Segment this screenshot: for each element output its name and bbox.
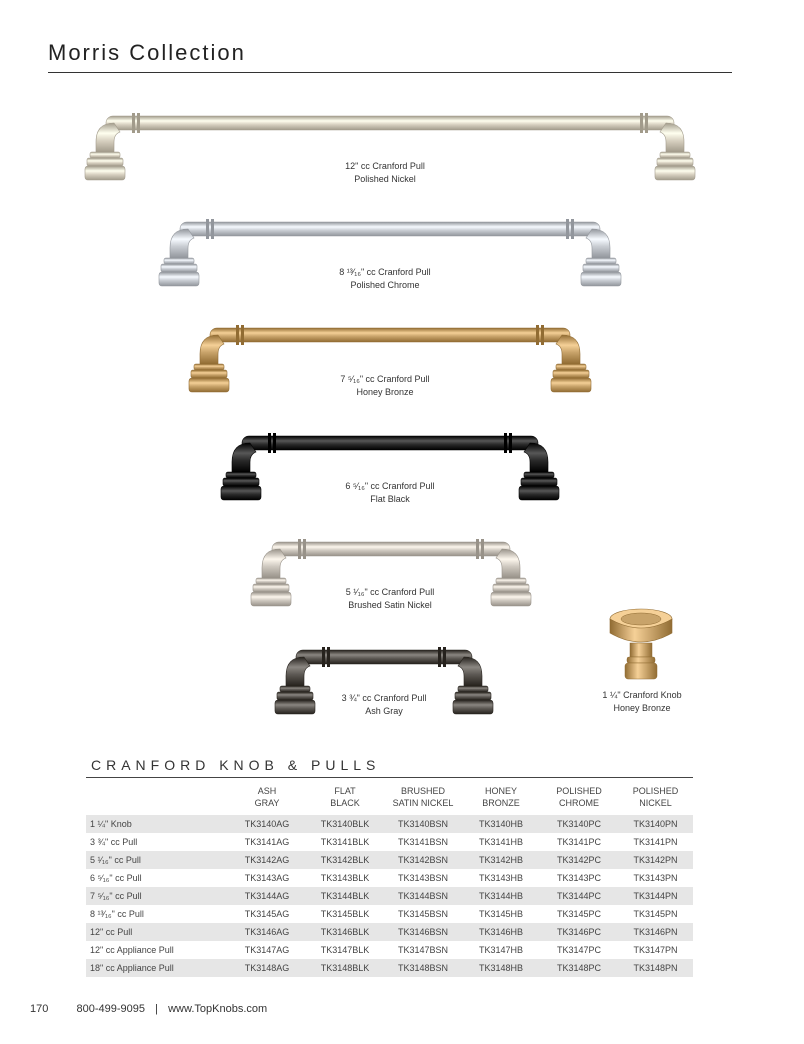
table-header-row [86, 784, 693, 815]
sku-cell: TK3144PC [540, 887, 618, 905]
product-name-cell: 1 ¼" Knob [86, 815, 228, 833]
column-header-line: BLACK [330, 798, 360, 808]
sku-cell: TK3141BLK [320, 837, 370, 847]
sku-cell: TK3140PN [618, 815, 693, 833]
sku-cell: TK3141BSN [397, 837, 449, 847]
sku-cell: TK3148PN [618, 959, 693, 977]
product-name-cell: 5 ¹⁄₁₆" cc Pull [86, 851, 228, 869]
pull-caption-size: 12" cc Cranford Pull [345, 161, 425, 171]
pull-caption-brushed-satin-nickel [290, 586, 490, 612]
column-header-line: BRONZE [482, 798, 520, 808]
sku-cell: TK3140PC [540, 815, 618, 833]
table-row [86, 851, 693, 869]
pull-caption-polished-chrome [285, 266, 485, 292]
sku-cell: TK3147PN [633, 945, 678, 955]
knob-caption-finish: Honey Bronze [613, 703, 671, 713]
table-row [86, 923, 693, 941]
spec-table [86, 784, 693, 977]
sku-cell: TK3142HB [462, 851, 540, 869]
knob-caption [542, 689, 742, 715]
pull-caption-size: 7 ⁵⁄₁₆" cc Cranford Pull [340, 374, 430, 384]
pull-caption-finish: Polished Chrome [350, 280, 420, 290]
sku-cell: TK3146PC [540, 923, 618, 941]
sku-cell: TK3142BLK [306, 851, 384, 869]
product-name-cell: 18" cc Appliance Pull [86, 959, 228, 977]
column-header [228, 784, 306, 815]
knob-caption-size: 1 ¼" Cranford Knob [602, 690, 682, 700]
table-row [86, 869, 693, 887]
sku-cell: TK3143HB [478, 873, 524, 883]
sku-cell: TK3147AG [244, 945, 290, 955]
sku-cell: TK3141HB [478, 837, 524, 847]
sku-cell: TK3145PN [633, 909, 678, 919]
sku-cell: TK3145PC [556, 909, 602, 919]
column-header [306, 784, 384, 815]
sku-cell: TK3146PN [618, 923, 693, 941]
sku-cell: TK3142AG [228, 851, 306, 869]
sku-cell: TK3140BLK [306, 815, 384, 833]
table-row [86, 959, 693, 977]
sku-cell: TK3147BSN [397, 945, 449, 955]
sku-cell: TK3146AG [228, 923, 306, 941]
column-header [618, 784, 693, 815]
pull-caption-flat-black [290, 480, 490, 506]
column-header [540, 784, 618, 815]
table-divider [86, 777, 693, 778]
sku-cell: TK3147HB [478, 945, 524, 955]
column-header-line: POLISHED [556, 786, 602, 796]
footer [30, 1003, 267, 1015]
sku-cell: TK3144BSN [384, 887, 462, 905]
column-header-line: POLISHED [632, 786, 679, 796]
sku-cell: TK3143PC [556, 873, 602, 883]
sku-cell: TK3143AG [244, 873, 290, 883]
sku-cell: TK3143BSN [397, 873, 449, 883]
column-header-line: SATIN NICKEL [392, 798, 454, 808]
column-header [384, 784, 462, 815]
sku-cell: TK3148HB [462, 959, 540, 977]
table-title: CRANFORD KNOB & PULLS [91, 757, 381, 773]
page-title: Morris Collection [48, 40, 246, 65]
product-name-cell: 7 ⁵⁄₁₆" cc Pull [86, 887, 228, 905]
column-header-line: BRUSHED [400, 786, 445, 796]
sku-cell: TK3146BSN [384, 923, 462, 941]
sku-cell: TK3142BSN [384, 851, 462, 869]
pull-caption-finish: Brushed Satin Nickel [348, 600, 432, 610]
column-header-line: NICKEL [639, 798, 672, 808]
sku-cell: TK3141PC [556, 837, 602, 847]
phone-number: 800-499-9095 [76, 1003, 145, 1015]
pull-caption-honey-bronze [285, 373, 485, 399]
sku-cell: TK3144HB [462, 887, 540, 905]
table-row [86, 941, 693, 959]
sku-cell: TK3142PC [540, 851, 618, 869]
column-header [462, 784, 540, 815]
column-header-line: GRAY [254, 798, 280, 808]
sku-cell: TK3146BLK [306, 923, 384, 941]
pull-caption-size: 3 ¾" cc Cranford Pull [341, 693, 427, 703]
sku-cell: TK3143BLK [320, 873, 370, 883]
sku-cell: TK3147BLK [320, 945, 370, 955]
page-number: 170 [30, 1003, 49, 1015]
website-link[interactable]: www.TopKnobs.com [168, 1003, 268, 1015]
sku-cell: TK3145HB [478, 909, 524, 919]
pull-caption-ash-gray [284, 692, 484, 718]
sku-cell: TK3140AG [228, 815, 306, 833]
pull-caption-finish: Ash Gray [365, 706, 403, 716]
pull-caption-finish: Honey Bronze [356, 387, 414, 397]
sku-cell: TK3148BLK [306, 959, 384, 977]
sku-cell: TK3141PN [633, 837, 678, 847]
footer-separator: | [155, 1003, 158, 1015]
pull-caption-finish: Polished Nickel [354, 174, 416, 184]
sku-cell: TK3141AG [244, 837, 290, 847]
sku-cell: TK3145BLK [320, 909, 370, 919]
column-header-line: FLAT [334, 786, 356, 796]
product-name-cell: 8 ¹³⁄₁₆" cc Pull [90, 909, 144, 919]
sku-cell: TK3145BSN [397, 909, 449, 919]
sku-cell: TK3148BSN [384, 959, 462, 977]
pull-caption-size: 5 ¹⁄₁₆" cc Cranford Pull [345, 587, 435, 597]
sku-cell: TK3148AG [228, 959, 306, 977]
column-header [86, 784, 228, 815]
pull-caption-size: 8 ¹³⁄₁₆" cc Cranford Pull [339, 267, 431, 277]
sku-cell: TK3144AG [228, 887, 306, 905]
title-divider [48, 72, 732, 73]
column-header-line: ASH [257, 786, 277, 796]
sku-cell: TK3142PN [618, 851, 693, 869]
table-row [86, 833, 693, 851]
product-name-cell: 6 ⁵⁄₁₆" cc Pull [90, 873, 142, 883]
table-row [86, 887, 693, 905]
sku-cell: TK3146HB [462, 923, 540, 941]
sku-cell: TK3148PC [540, 959, 618, 977]
product-name-cell: 12" cc Pull [86, 923, 228, 941]
product-name-cell: 12" cc Appliance Pull [90, 945, 174, 955]
sku-cell: TK3147PC [556, 945, 602, 955]
pull-caption-polished-nickel [285, 160, 485, 186]
sku-cell: TK3145AG [244, 909, 290, 919]
pull-caption-size: 6 ⁵⁄₁₆" cc Cranford Pull [345, 481, 435, 491]
table-row [86, 815, 693, 833]
column-header-line: CHROME [559, 798, 599, 808]
sku-cell: TK3144PN [618, 887, 693, 905]
sku-cell: TK3140BSN [384, 815, 462, 833]
table-row [86, 905, 693, 923]
pull-caption-finish: Flat Black [370, 494, 410, 504]
column-header-line: HONEY [484, 786, 517, 796]
sku-cell: TK3140HB [462, 815, 540, 833]
sku-cell: TK3144BLK [306, 887, 384, 905]
sku-cell: TK3143PN [633, 873, 678, 883]
product-name-cell: 3 ¾" cc Pull [90, 837, 138, 847]
knob-image-honey-bronze [608, 607, 674, 683]
